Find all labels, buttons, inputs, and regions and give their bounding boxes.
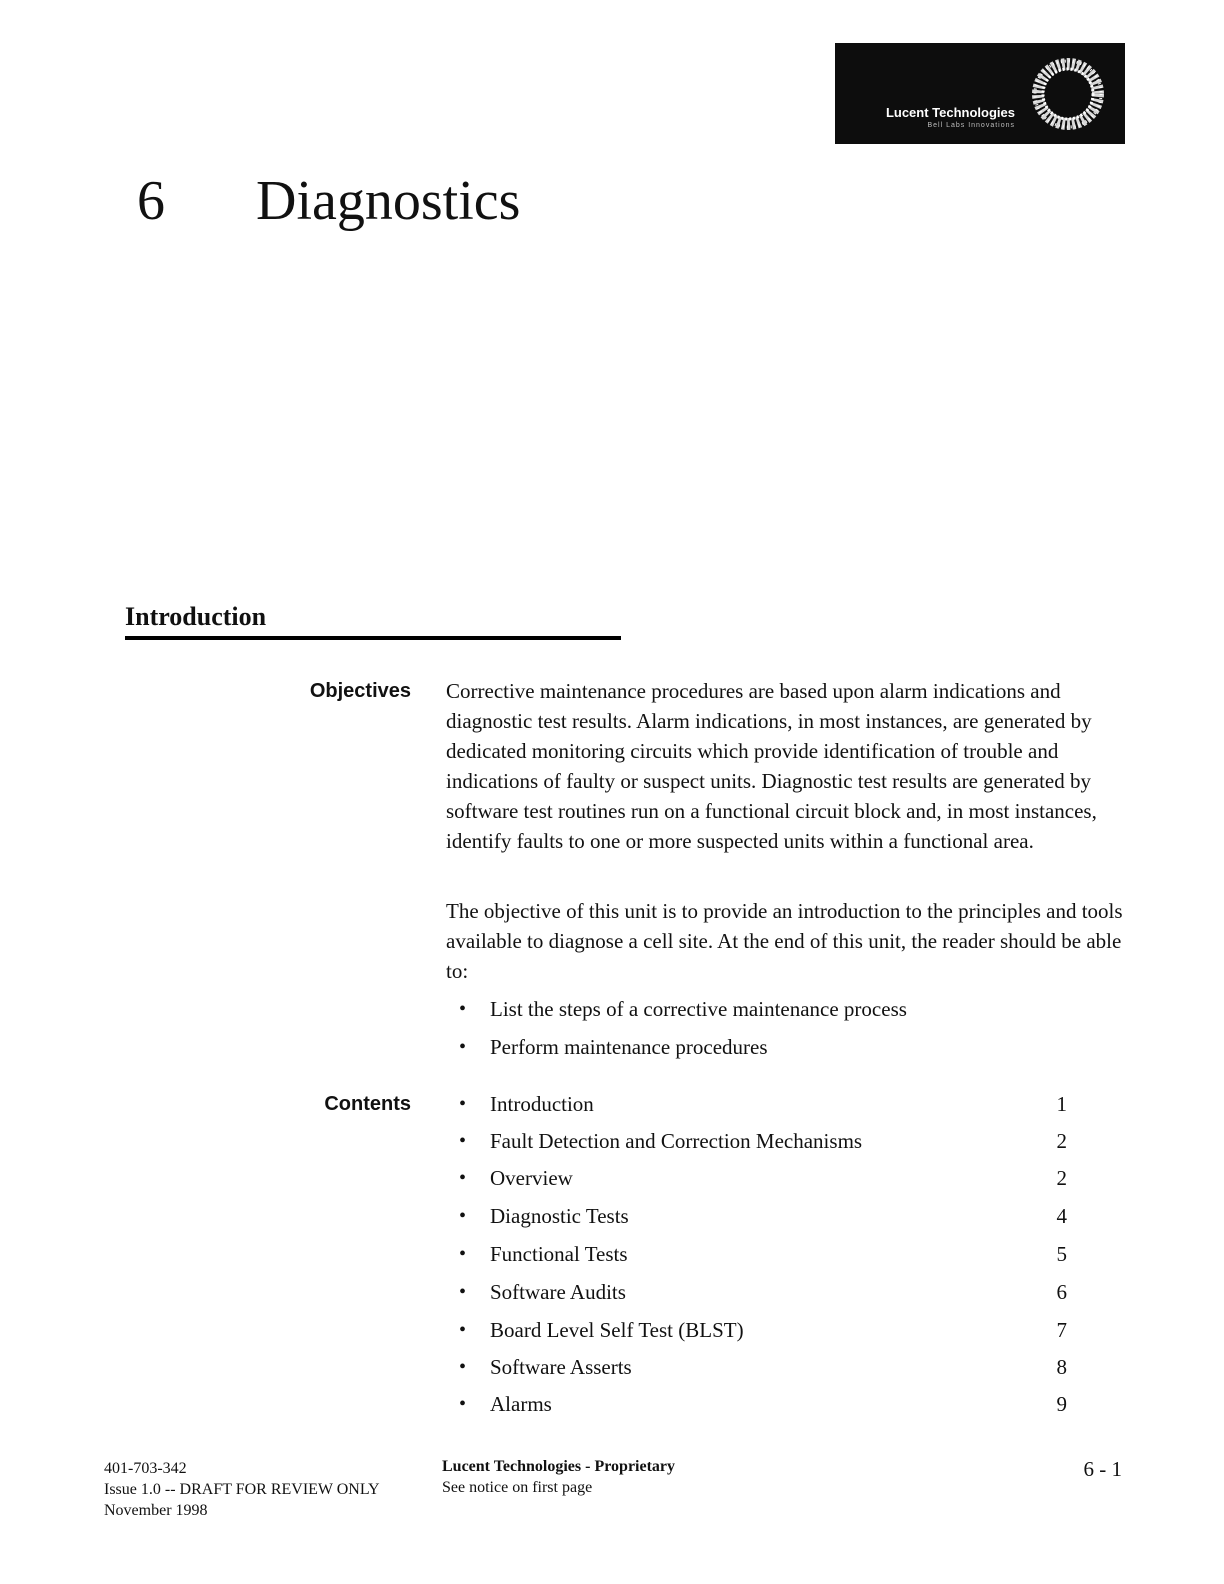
contents-item-page: 6 [1056,1280,1067,1304]
contents-item-title: Fault Detection and Correction Mechanisms [490,1129,863,1153]
contents-item-title: Diagnostic Tests [490,1204,629,1228]
chapter-title: Diagnostics [256,170,521,232]
chapter-number: 6 [137,170,165,232]
bullet-glyph: • [459,1036,467,1058]
section-divider [125,636,621,640]
contents-item-title: Board Level Self Test (BLST) [490,1318,744,1342]
contents-item-title: Introduction [490,1092,594,1116]
bullet-glyph: • [459,1356,467,1378]
bullet-glyph: • [459,1393,467,1415]
list-item: List the steps of a corrective maintenance process [490,997,907,1021]
footer-proprietary-notice [442,1456,675,1498]
logo-name: Lucent Technologies [885,105,1015,120]
contents-item-page: 5 [1056,1242,1067,1266]
contents-item-page: 2 [1056,1166,1067,1190]
contents-item-page: 4 [1056,1204,1067,1228]
page-number: 6 - 1 [1083,1457,1122,1481]
contents-item-page: 2 [1056,1129,1067,1153]
innovation-ring-icon [1028,51,1108,137]
bullet-glyph: • [459,1205,467,1227]
contents-item-page: 7 [1056,1318,1067,1342]
objectives-label: Objectives [309,680,411,702]
footer-date: November 1998 [104,1502,208,1519]
bullet-glyph: • [459,1093,467,1115]
contents-item-title: Overview [490,1166,573,1190]
contents-item-title: Software Audits [490,1280,626,1304]
bullet-glyph: • [459,1130,467,1152]
footer-notice: See notice on first page [442,1479,593,1496]
list-item: Perform maintenance procedures [490,1035,768,1059]
footer-document-info [104,1458,380,1521]
footer-doc-number: 401-703-342 [104,1460,187,1477]
footer-issue: Issue 1.0 -- DRAFT FOR REVIEW ONLY [104,1481,380,1498]
company-logo [835,43,1125,144]
bullet-glyph: • [459,1319,467,1341]
footer-proprietary: Lucent Technologies - Proprietary [442,1458,676,1475]
bullet-glyph: • [459,1167,467,1189]
contents-item-title: Functional Tests [490,1242,628,1266]
bullet-glyph: • [459,1281,467,1303]
bullet-glyph: • [459,998,467,1020]
contents-item-title: Alarms [490,1392,552,1416]
contents-item-page: 8 [1056,1355,1067,1379]
contents-item-title: Software Asserts [490,1355,632,1379]
logo-tagline: Bell Labs Innovations [927,122,1015,129]
contents-item-page: 1 [1056,1092,1067,1116]
bullet-glyph: • [459,1243,467,1265]
contents-label: Contents [324,1093,411,1115]
objectives-paragraph-2: The objective of this unit is to provide an introduction to the principles and tools available to diagnose a cell site. At the end of this unit, the reader should be able to: [446,899,1123,983]
objectives-paragraph-1: Corrective maintenance procedures are based upon alarm indications and diagnostic test results. Alarm indications, in most instances, are generated by dedicated monitoring circuits which provide identification of trouble and indications of faulty or suspect units. Diagnostic test results are generated by software test routines run on a functional circuit block and, in most instances, identify faults to one or more suspected units within a functional area. [446,679,1097,853]
contents-item-page: 9 [1056,1392,1067,1416]
section-heading: Introduction [125,602,267,631]
